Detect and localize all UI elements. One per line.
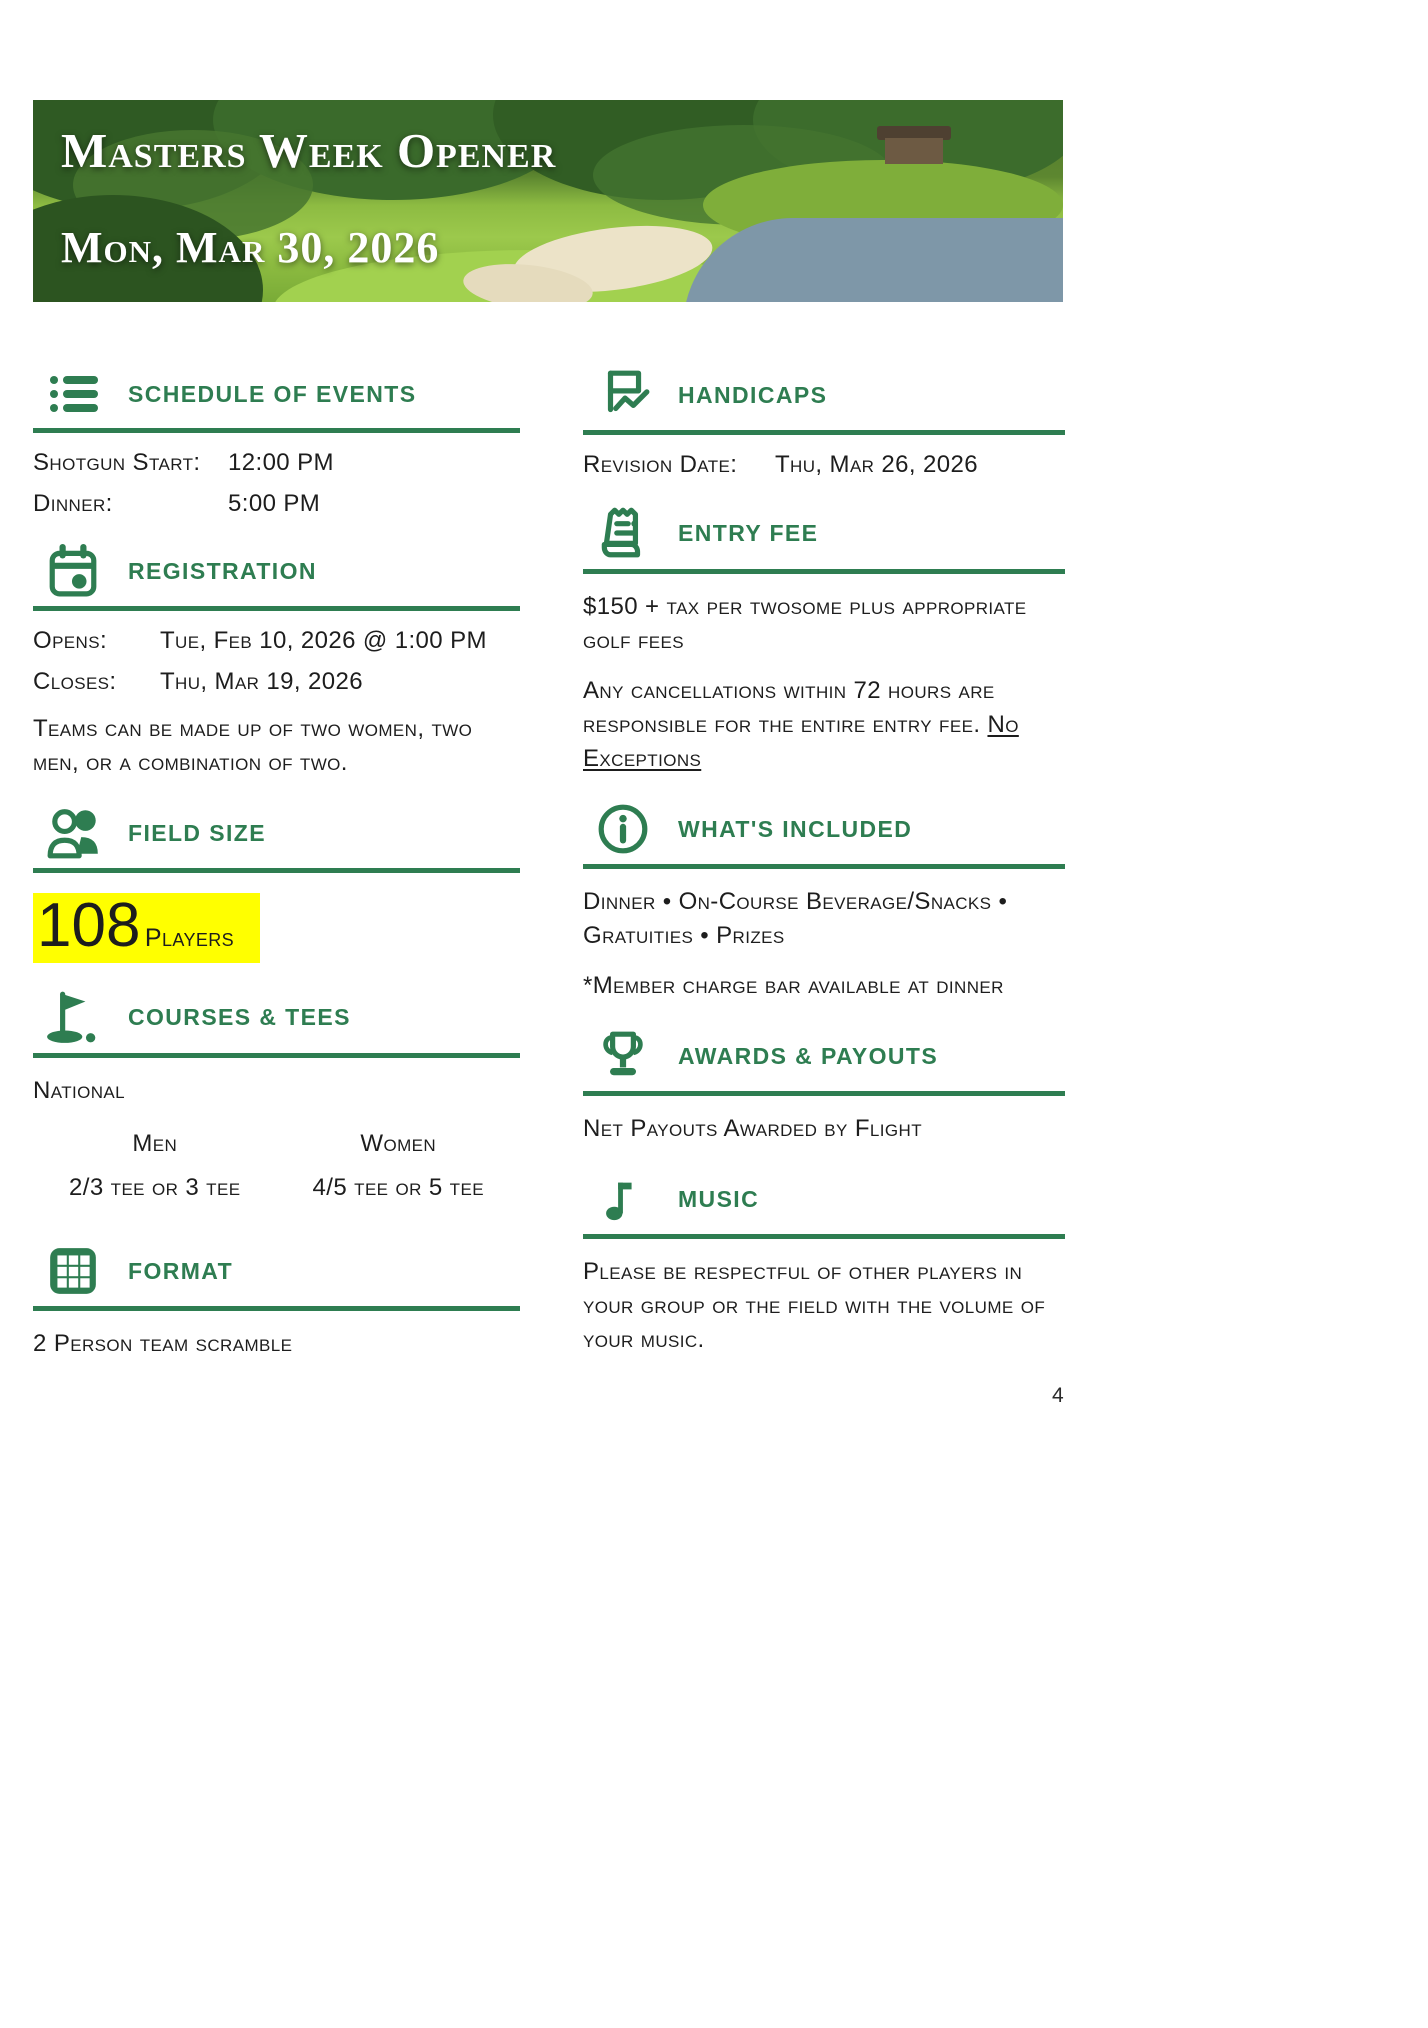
row-label: Shotgun Start: [33,449,201,476]
golf-flag-icon [33,989,128,1045]
tee-group-label: Women [360,1130,437,1157]
schedule-row [33,449,520,477]
format-section-header [33,1244,520,1298]
cancellation-policy [583,674,1065,776]
tee-column-women [277,1130,521,1202]
cancellation-text: Any cancellations within 72 hours are responsible for the entire entry fee. [583,677,995,738]
courses-section-header [33,989,520,1045]
whats-included-section-header [583,802,1065,856]
entry-fee-amount: $150 + tax per twosome plus appropriate golf fees [583,593,1027,654]
section-divider [583,430,1065,435]
player-count-unit: Players [144,924,235,952]
tee-detail: 2/3 tee or 3 tee [69,1174,241,1201]
tee-table [33,1130,520,1202]
page-number: 4 [1052,1384,1064,1407]
row-label: Revision Date: [583,451,738,478]
row-value: Thu, Mar 26, 2026 [775,451,979,478]
music-text: Please be respectful of other players in your group or the field with the volume of your music. [583,1258,1046,1353]
registration-note: Teams can be made up of two women, two men, or a combination of two. [33,715,473,776]
entry-fee-section-header [583,505,1065,561]
event-date: Mon, Mar 30, 2026 [61,223,440,272]
grid-icon [33,1244,128,1298]
format-text: 2 Person team scramble [33,1330,293,1357]
info-icon [583,802,678,856]
section-divider [33,868,520,873]
section-divider [583,1234,1065,1239]
music-section-header [583,1172,1065,1226]
section-divider [33,428,520,433]
section-title: ENTRY FEE [678,519,819,546]
section-title: FORMAT [128,1257,234,1284]
row-label: Opens: [33,627,108,654]
row-label: Closes: [33,668,117,695]
people-icon [33,806,128,860]
registration-row [33,627,520,655]
section-divider [583,569,1065,574]
tee-column-men [33,1130,277,1202]
row-value: 12:00 PM [228,449,334,476]
section-title: AWARDS & PAYOUTS [678,1042,939,1069]
registration-row [33,668,520,696]
row-value: Thu, Mar 19, 2026 [160,668,364,695]
no-exceptions-text: No Exceptions [583,711,1019,772]
course-name: National [33,1077,126,1104]
section-divider [583,864,1065,869]
section-title: REGISTRATION [128,557,317,584]
player-count: 108 [37,891,141,960]
awards-section-header [583,1029,1065,1083]
section-divider [583,1091,1065,1096]
section-title: SCHEDULE OF EVENTS [128,380,417,407]
section-divider [33,1306,520,1311]
trophy-icon [583,1029,678,1083]
list-icon [33,368,128,420]
schedule-section-header [33,368,520,420]
field-size-section-header [33,806,520,860]
section-divider [33,606,520,611]
included-items: Dinner • On-Course Beverage/Snacks • Gratuities • Prizes [583,888,1008,949]
receipt-icon [583,505,678,561]
banner-image [33,100,1063,302]
section-divider [33,1053,520,1058]
section-title: MUSIC [678,1185,760,1212]
tee-group-label: Men [132,1130,178,1157]
section-title: HANDICAPS [678,381,828,408]
section-title: COURSES & TEES [128,1003,351,1030]
calendar-icon [33,544,128,598]
schedule-row [33,490,520,518]
included-note: *Member charge bar available at dinner [583,972,1004,999]
handicaps-section-header [583,368,1065,422]
field-size-highlight [33,893,260,963]
music-note-icon [583,1172,678,1226]
handicaps-row [583,451,1065,479]
row-label: Dinner: [33,490,113,517]
handicap-flag-chart-icon [583,368,678,422]
row-value: Tue, Feb 10, 2026 @ 1:00 PM [160,627,487,654]
section-title: WHAT'S INCLUDED [678,815,913,842]
banner-shape [885,138,943,164]
registration-section-header [33,544,520,598]
banner-shape [683,218,1063,302]
tee-detail: 4/5 tee or 5 tee [312,1174,484,1201]
row-value: 5:00 PM [228,490,321,517]
section-title: FIELD SIZE [128,819,266,846]
event-title: Masters Week Opener [61,123,557,178]
awards-text: Net Payouts Awarded by Flight [583,1115,922,1142]
